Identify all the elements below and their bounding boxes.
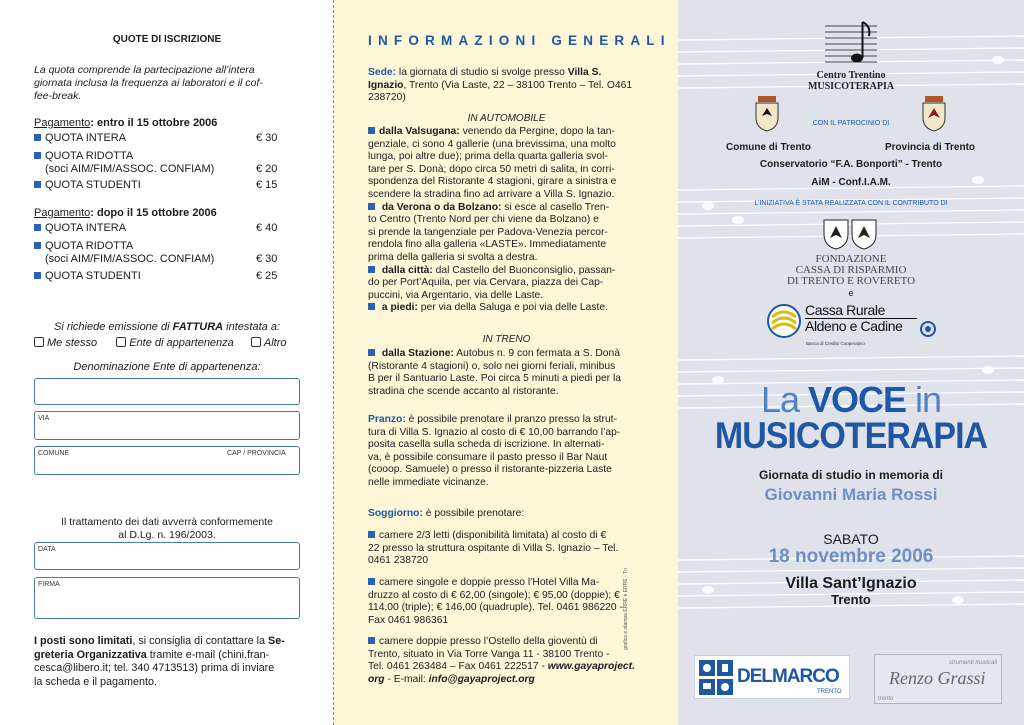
text-line xyxy=(368,290,645,303)
print-credit: grafica e stampa ERRE e ERRE - Tn xyxy=(623,568,629,650)
fee-price: € 15 xyxy=(256,179,278,191)
text-run: Pranzo: xyxy=(368,414,406,425)
text-run: 22 presso la struttura ospitante di Villa S. Ignazio – Tel. xyxy=(368,542,619,554)
signature-label: FIRMA xyxy=(38,581,60,588)
fee-item: QUOTA STUDENTI xyxy=(34,179,141,192)
text-line xyxy=(368,464,645,477)
text-run: venendo da Pergine, dopo la tan- xyxy=(459,126,615,137)
sede-paragraph xyxy=(368,67,645,105)
text-run: dalla Stazione: xyxy=(379,348,454,359)
text-run: va, è possibile consumare il pasto presso il Bar Naut xyxy=(368,451,608,463)
fee-item: QUOTA RIDOTTA (soci AIM/FIM/ASSOC. CONFIAM) xyxy=(34,150,214,176)
bullet-icon xyxy=(368,266,375,273)
memorial-name: Giovanni Maria Rossi xyxy=(764,485,938,504)
bullet-icon xyxy=(368,637,375,644)
cassa-rurale-sub: Banca di Credito Cooperativo xyxy=(806,341,865,346)
text-run: 114,00 (triple); € 146,00 (quadruple). Tel. 0461 986220 - xyxy=(368,602,623,614)
text-run: B per il Santuario Laste. Poi circa 5 minuti a piedi per la xyxy=(368,373,621,385)
text-line xyxy=(34,635,302,649)
text-line xyxy=(368,139,645,152)
cover-panel xyxy=(678,0,1024,725)
patrocinio-label: CON IL PATROCINIO DI xyxy=(812,120,890,127)
text-line xyxy=(368,67,645,80)
option-altro[interactable]: Altro xyxy=(251,337,287,349)
text-run: Trento, situato in Via Torre Vanga 11 - 38100 Trento - xyxy=(368,648,610,660)
text-line xyxy=(368,602,645,615)
delmarco-city: TRENTO xyxy=(817,689,842,695)
text-run: Sede: xyxy=(368,67,397,78)
pranzo-paragraph xyxy=(368,414,645,490)
fee-price: € 30 xyxy=(256,253,278,265)
text-line xyxy=(368,414,645,427)
text-line xyxy=(368,265,645,278)
text-line xyxy=(368,508,645,521)
checkbox[interactable] xyxy=(116,337,126,347)
instruments-icon xyxy=(698,659,734,697)
text-run: la giornata di studio si svolge presso xyxy=(396,67,568,78)
text-line xyxy=(368,477,645,490)
text-run: , Trento (Via Laste, 22 – 38100 Trento – Tel. O461 xyxy=(403,79,633,91)
text-line xyxy=(368,176,645,189)
comune-label: Comune di Trento xyxy=(726,142,811,153)
privacy-note: Il trattamento dei dati avverrà conformemente al D.Lg. n. 196/2003. xyxy=(61,516,273,541)
text-run: do per Port’Aquila, per via Cervara, piazza dei Cap- xyxy=(368,277,604,289)
text-run: stradina che scende accanto al ristorante. xyxy=(368,385,559,397)
bullet-icon xyxy=(368,203,375,210)
fee-item: QUOTA INTERA xyxy=(34,132,126,145)
bullet-icon xyxy=(34,181,41,188)
bullet-icon xyxy=(34,152,41,159)
treno-paragraph xyxy=(368,348,645,398)
text-line xyxy=(368,649,645,662)
comune-label: COMUNE xyxy=(38,450,70,457)
text-run: a piedi: xyxy=(379,302,418,314)
text-run: org xyxy=(368,673,385,685)
text-run: la scheda e il pagamento. xyxy=(34,675,158,688)
text-run: camere singole e doppie presso l’Hotel Villa Ma- xyxy=(379,577,600,588)
bullet-icon xyxy=(368,127,375,134)
text-run: Fax 0461 986361 xyxy=(368,614,449,626)
text-run: tramite e-mail (chini.fran- xyxy=(146,648,270,661)
event-title-music: MUSICOTERAPIA xyxy=(714,414,988,457)
text-run: nelle immediate vicinanze. xyxy=(368,476,489,488)
text-line xyxy=(368,530,645,543)
auto-heading: IN AUTOMOBILE xyxy=(467,113,546,124)
text-line xyxy=(368,555,645,568)
text-run: si esce al casello Tren- xyxy=(501,201,610,213)
soggiorno-item xyxy=(368,577,645,627)
text-line xyxy=(368,277,645,290)
conservatorio-label: Conservatorio “F.A. Bonporti” - Trento xyxy=(759,159,943,170)
text-line xyxy=(368,427,645,440)
text-run: Villa S. xyxy=(567,67,602,78)
option-me[interactable]: Me stesso xyxy=(34,337,97,349)
text-line xyxy=(368,361,645,374)
auto-paragraph xyxy=(368,126,645,315)
fees-intro: La quota comprende la partecipazione all’intera giornata inclusa la frequenza ai laboratori e il cof- fee-break. xyxy=(34,64,263,102)
memorial-label: Giornata di studio in memoria di xyxy=(758,468,944,482)
text-run: I posti sono limitati xyxy=(34,635,133,647)
text-run: dalla Valsugana: xyxy=(379,126,460,137)
text-run: puccini, via Argentario, via delle Laste. xyxy=(368,289,544,301)
via-field[interactable] xyxy=(34,411,300,440)
text-line xyxy=(368,302,645,315)
text-line xyxy=(34,676,302,690)
text-run: www.gayaproject. xyxy=(547,661,635,673)
soggiorno-heading xyxy=(368,508,645,521)
text-run: camere doppie presso l’Ostello della gioventù di xyxy=(379,636,598,647)
text-run: Tel. 0461 263484 – Fax 0461 222517 - xyxy=(368,661,548,673)
text-line xyxy=(368,151,645,164)
bullet-icon xyxy=(368,303,375,310)
bullet-icon xyxy=(34,272,41,279)
text-run: Autobus n. 9 con fermata a S. Donà xyxy=(453,348,620,359)
text-run: posita casella sulla scheda di iscrizione. In alternati- xyxy=(368,439,605,451)
invoice-request: Si richiede emissione di FATTURA intestata a: xyxy=(53,321,280,333)
registration-panel xyxy=(0,0,333,725)
cap-label: CAP / PROVINCIA xyxy=(227,450,286,457)
text-line xyxy=(368,439,645,452)
text-run: si prende la tangenziale per Padova-Venezia percor- xyxy=(368,226,608,238)
text-run: , si consiglia di contattare la xyxy=(132,635,269,647)
text-run: dalla città: xyxy=(379,264,433,276)
text-run: 238720) xyxy=(368,92,406,104)
text-run: prima della galleria si svolta a destra. xyxy=(368,251,538,263)
text-run: è possibile prenotare il pranzo presso la strut- xyxy=(405,414,617,425)
venue-city: Trento xyxy=(831,592,871,607)
text-line xyxy=(368,92,645,105)
checkbox[interactable] xyxy=(251,337,261,347)
provincia-label: Provincia di Trento xyxy=(885,142,976,153)
venue-name: Villa Sant’Ignazio xyxy=(785,575,917,592)
fees-title: QUOTE DI ISCRIZIONE xyxy=(112,34,222,45)
fondazione-crest-icon xyxy=(822,216,878,250)
text-run: Ignazio xyxy=(368,79,404,91)
text-run: greteria Organizzativa xyxy=(34,648,147,661)
text-run: tura di Villa S. Ignazio al costo di € 10,00 barrando l’ap- xyxy=(368,426,621,438)
text-run: spondenza del Ristorante 4 stagioni, girare a sinistra e xyxy=(368,176,617,188)
via-label: VIA xyxy=(38,415,50,422)
cassa-rurale-logo-icon xyxy=(766,303,802,339)
text-line xyxy=(368,189,645,202)
text-line xyxy=(34,662,302,676)
denom-field[interactable] xyxy=(34,378,300,405)
fee-price: € 30 xyxy=(256,132,278,144)
text-line xyxy=(368,615,645,628)
comune-field[interactable] xyxy=(34,446,300,475)
treno-heading: IN TRENO xyxy=(482,334,531,345)
fee-price: € 20 xyxy=(256,163,278,175)
text-run: genziale, ci sono 4 gallerie (una brevissima, una molto xyxy=(368,138,616,150)
text-run: 0461 238720 xyxy=(368,555,429,567)
bullet-icon xyxy=(368,531,375,538)
cassa-rurale-name: Cassa Rurale Aldeno e Cadine xyxy=(805,303,917,334)
payment2-heading: Pagamento: dopo il 15 ottobre 2006 xyxy=(34,207,217,219)
text-run: dal Castello del Buonconsiglio, passan- xyxy=(432,264,616,276)
text-line xyxy=(368,577,645,590)
renzo-name: Renzo Grassi xyxy=(889,668,986,688)
text-run: (cooop. Samuele) o presso il ristorante-pizzeria Laste xyxy=(368,464,612,476)
text-line xyxy=(368,202,645,215)
text-run: rendola fino alla galleria «LASTE». Immediatamente xyxy=(368,239,607,251)
text-run: - E-mail: xyxy=(384,673,429,685)
text-line xyxy=(368,80,645,93)
fee-item: QUOTA STUDENTI xyxy=(34,270,141,283)
event-title: La VOCE in xyxy=(760,379,942,420)
text-line xyxy=(368,636,645,649)
text-line xyxy=(368,661,645,674)
delmarco-logo xyxy=(694,655,850,699)
text-run: scendere la stradina fino ad arrivare a Villa S. Ignazio. xyxy=(368,188,615,200)
renzo-city: trento xyxy=(878,696,894,702)
text-run: per via della Saluga e poi via delle Laste. xyxy=(417,302,608,314)
text-line xyxy=(368,386,645,399)
date-label: DATA xyxy=(38,546,56,553)
renzo-grassi-logo xyxy=(874,654,1002,704)
text-run: Soggiorno: xyxy=(368,508,423,519)
text-line xyxy=(368,452,645,465)
cassa-rurale-ring-icon xyxy=(919,320,937,338)
delmarco-name: DELMARCO xyxy=(737,666,839,687)
text-run: da Verona o da Bolzano: xyxy=(379,201,502,213)
option-ente[interactable]: Ente di appartenenza xyxy=(116,337,234,349)
fondazione-name: FONDAZIONE CASSA DI RISPARMIO DI TRENTO E ROVERETO xyxy=(786,253,916,287)
text-run: tare per S. Donà; dopo circa 50 metri di salita, in corri- xyxy=(368,163,615,175)
org-name: Centro Trentino MUSICOTERAPIA xyxy=(807,70,895,92)
bullet-icon xyxy=(34,242,41,249)
text-line xyxy=(368,239,645,252)
text-run: to Centro (Trento Nord per chi viene da Bolzano) e xyxy=(368,214,599,226)
text-line xyxy=(368,348,645,361)
text-run: è possibile prenotare: xyxy=(422,508,525,519)
text-run: (Ristorante 4 stagioni) o, solo nei giorni feriali, minibus xyxy=(368,360,616,372)
text-line xyxy=(368,214,645,227)
text-line xyxy=(34,649,302,663)
fee-item: QUOTA INTERA xyxy=(34,222,126,235)
invoice-options xyxy=(34,337,304,350)
event-date: 18 novembre 2006 xyxy=(768,546,934,567)
text-line xyxy=(368,126,645,139)
text-line xyxy=(368,227,645,240)
text-line xyxy=(368,590,645,603)
renzo-top: strumenti musicali xyxy=(948,660,997,666)
contributo-label: L’INIZIATIVA È STATA REALIZZATA CON IL CONTRIBUTO DI xyxy=(754,200,948,207)
text-line xyxy=(368,543,645,556)
text-run: druzzo al costo di € 62,00 (singole); € 95,00 (doppie); € xyxy=(368,589,620,601)
fee-price: € 40 xyxy=(256,222,278,234)
signature-field[interactable] xyxy=(34,577,300,619)
text-line xyxy=(368,674,645,687)
text-line xyxy=(368,252,645,265)
closing-note xyxy=(34,635,302,689)
text-run: cesca@libero.it; tel. 340 4713513) prima di inviare xyxy=(34,662,275,674)
bullet-icon xyxy=(368,578,375,585)
text-run: info@gayaproject.org xyxy=(428,673,535,685)
music-staff-background xyxy=(678,0,1024,725)
bullet-icon xyxy=(34,134,41,141)
soggiorno-item xyxy=(368,636,645,686)
checkbox[interactable] xyxy=(34,337,44,347)
payment1-heading: Pagamento: entro il 15 ottobre 2006 xyxy=(34,117,218,129)
and-label: e xyxy=(848,288,854,298)
text-run: camere 2/3 letti (disponibilità limitata) al costo di € xyxy=(379,530,607,541)
aim-label: AiM - Conf.I.A.M. xyxy=(811,177,891,188)
text-run: lunga, poi altre due); prima della quarta galleria svol- xyxy=(368,151,608,163)
denom-label: Denominazione Ente di appartenenza: xyxy=(73,361,261,373)
fee-price: € 25 xyxy=(256,270,278,282)
info-title: INFORMAZIONI GENERALI xyxy=(368,33,671,48)
date-field[interactable] xyxy=(34,542,300,570)
text-line xyxy=(368,373,645,386)
text-line xyxy=(368,164,645,177)
text-run: Se- xyxy=(268,635,285,647)
soggiorno-item xyxy=(368,530,645,568)
bullet-icon xyxy=(34,224,41,231)
music-note-logo-icon xyxy=(825,20,877,66)
bullet-icon xyxy=(368,349,375,356)
fee-item: QUOTA RIDOTTA (soci AIM/FIM/ASSOC. CONFIAM) xyxy=(34,240,214,266)
day-label: SABATO xyxy=(823,531,879,547)
